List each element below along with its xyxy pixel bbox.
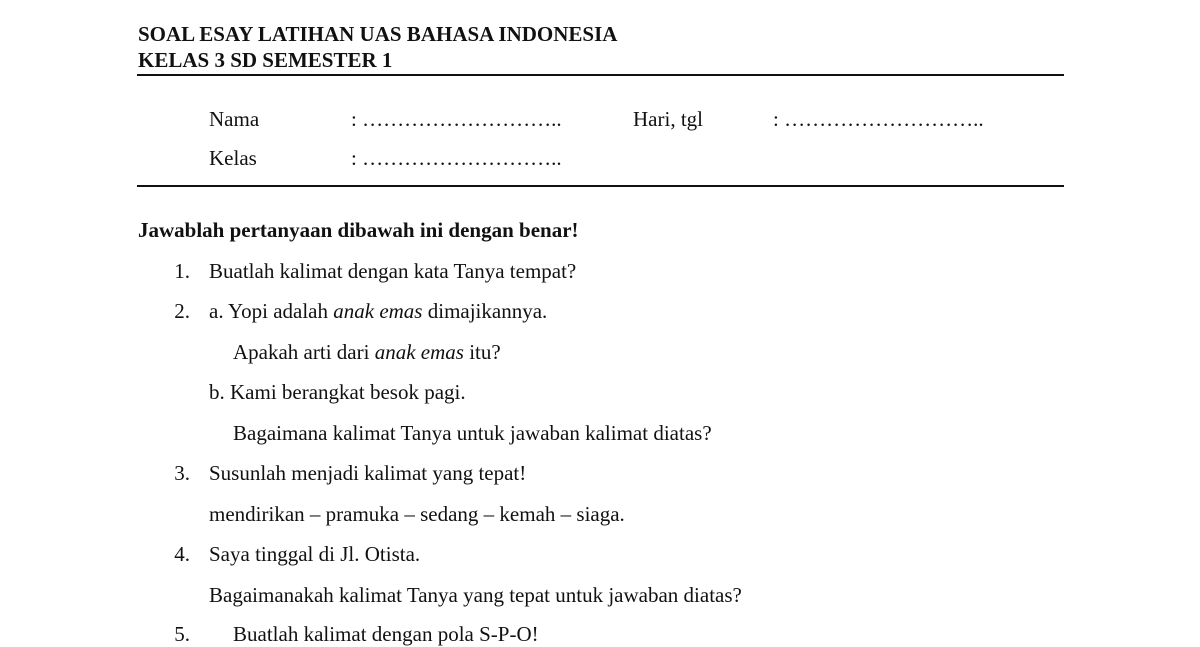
question-2a-text <box>209 298 547 324</box>
class-value: : ……………………….. <box>351 146 562 170</box>
header-divider <box>137 74 1064 76</box>
question-5-text: Buatlah kalimat dengan pola S-P-O! <box>233 622 539 646</box>
title-line-1: SOAL ESAY LATIHAN UAS BAHASA INDONESIA <box>138 22 618 46</box>
question-2a-follow-suffix: itu? <box>463 340 501 364</box>
question-3-text: Susunlah menjadi kalimat yang tepat! <box>209 461 527 485</box>
question-4-text: Saya tinggal di Jl. Otista. <box>209 542 421 566</box>
question-1-number: 1. <box>174 259 190 283</box>
question-3-follow: mendirikan – pramuka – sedang – kemah – siaga. <box>209 502 625 526</box>
class-label: Kelas <box>209 146 257 170</box>
date-label: Hari, tgl <box>633 107 703 131</box>
question-2b-text: b. Kami berangkat besok pagi. <box>209 380 466 404</box>
question-5-number: 5. <box>174 622 190 646</box>
question-3-number: 3. <box>174 461 190 485</box>
date-value: : ……………………….. <box>773 107 984 131</box>
identity-divider <box>137 185 1064 187</box>
question-2a-follow <box>233 339 501 365</box>
question-2b-follow: Bagaimana kalimat Tanya untuk jawaban kalimat diatas? <box>233 421 712 445</box>
question-2a-italic: anak emas <box>333 299 423 323</box>
name-label: Nama <box>209 107 260 131</box>
question-4-number: 4. <box>174 542 190 566</box>
name-value: : ……………………….. <box>351 107 562 131</box>
title-line-2: KELAS 3 SD SEMESTER 1 <box>138 48 393 72</box>
question-2a-follow-prefix: Apakah arti dari <box>233 340 375 364</box>
question-2-number: 2. <box>174 299 190 323</box>
question-2a-prefix: a. Yopi adalah <box>209 299 334 323</box>
instruction: Jawablah pertanyaan dibawah ini dengan benar! <box>138 218 579 242</box>
question-1-text: Buatlah kalimat dengan kata Tanya tempat? <box>209 259 577 283</box>
question-2a-suffix: dimajikannya. <box>422 299 548 323</box>
question-2a-follow-italic: anak emas <box>374 340 464 364</box>
question-4-follow: Bagaimanakah kalimat Tanya yang tepat untuk jawaban diatas? <box>209 583 742 607</box>
